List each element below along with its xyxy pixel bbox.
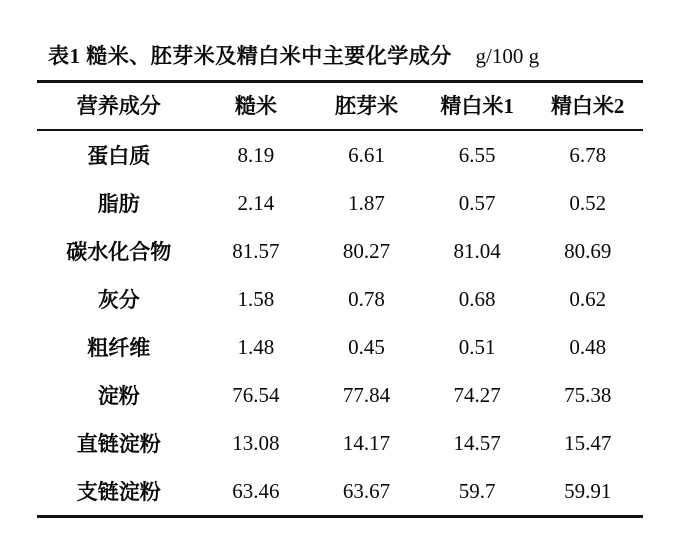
cell-protein-milled-rice-1: 6.55 (422, 130, 533, 179)
row-label-fat: 脂肪 (97, 192, 140, 216)
table-row (37, 179, 643, 227)
table-row (37, 467, 643, 517)
table-caption-label: 表1 (48, 44, 81, 68)
cell-fat-milled-rice-2: 0.52 (569, 190, 607, 215)
cell-ash-germ-rice: 0.78 (348, 286, 385, 311)
cell-crude-fiber-germ-rice: 0.45 (348, 334, 385, 359)
table-bottom-rule (37, 517, 643, 537)
table-row (37, 227, 643, 275)
table-header (37, 82, 643, 131)
table-header-cell-3: 精白米1 (422, 82, 533, 131)
table-caption-unit: g/100 g (475, 44, 540, 68)
cell-amylose-germ-rice: 14.17 (342, 430, 391, 455)
table-header-row (37, 82, 643, 131)
cell-protein-germ-rice: 6.61 (311, 130, 422, 179)
table-row (37, 323, 643, 371)
table-row (37, 419, 643, 467)
cell-ash-milled-rice-2: 0.62 (569, 286, 607, 311)
table-caption-title: 糙米、胚芽米及精白米中主要化学成分 (86, 44, 452, 68)
table-row (37, 371, 643, 419)
table-header-cell-0: 营养成分 (37, 82, 201, 131)
cell-fat-milled-rice-1: 0.57 (458, 190, 496, 215)
cell-protein-milled-rice-2: 6.78 (532, 130, 643, 179)
cell-carbohydrate-brown-rice: 81.57 (232, 238, 280, 263)
row-label-carbohydrate: 碳水化合物 (66, 240, 172, 264)
cell-amylose-milled-rice-1: 14.57 (453, 430, 501, 455)
table-header-cell-2: 胚芽米 (311, 82, 422, 131)
cell-crude-fiber-brown-rice: 1.48 (237, 334, 275, 359)
cell-crude-fiber-milled-rice-1: 0.51 (458, 334, 496, 359)
row-label-ash: 灰分 (97, 288, 140, 312)
row-label-amylopectin: 支链淀粉 (76, 480, 161, 504)
cell-starch-milled-rice-1: 74.27 (453, 382, 501, 407)
cell-amylose-milled-rice-2: 15.47 (564, 430, 612, 455)
cell-carbohydrate-milled-rice-1: 81.04 (453, 238, 501, 263)
cell-starch-milled-rice-2: 75.38 (564, 382, 612, 407)
table-header-cell-1: 糙米 (201, 82, 312, 131)
table-row (37, 130, 643, 179)
table-caption (48, 40, 646, 70)
cell-amylopectin-milled-rice-1: 59.7 (458, 478, 496, 503)
cell-fat-brown-rice: 2.14 (237, 190, 275, 215)
cell-crude-fiber-milled-rice-2: 0.48 (569, 334, 607, 359)
cell-ash-milled-rice-1: 0.68 (458, 286, 496, 311)
cell-amylose-brown-rice: 13.08 (232, 430, 280, 455)
cell-carbohydrate-germ-rice: 80.27 (342, 238, 391, 263)
row-label-protein: 蛋白质 (37, 130, 201, 179)
cell-amylopectin-milled-rice-2: 59.91 (564, 478, 612, 503)
cell-carbohydrate-milled-rice-2: 80.69 (564, 238, 612, 263)
cell-ash-brown-rice: 1.58 (237, 286, 275, 311)
cell-starch-germ-rice: 77.84 (342, 382, 391, 407)
cell-amylopectin-brown-rice: 63.46 (232, 478, 280, 503)
cell-amylopectin-germ-rice: 63.67 (342, 478, 391, 503)
table-header-cell-4: 精白米2 (532, 82, 643, 131)
row-label-crude-fiber: 粗纤维 (87, 336, 151, 360)
row-label-starch: 淀粉 (97, 384, 140, 408)
cell-fat-germ-rice: 1.87 (348, 190, 385, 215)
chemical-composition-table (37, 80, 643, 536)
cell-protein-brown-rice: 8.19 (201, 130, 312, 179)
table-row (37, 275, 643, 323)
row-label-amylose: 直链淀粉 (76, 432, 161, 456)
table-body (37, 130, 643, 536)
cell-starch-brown-rice: 76.54 (232, 382, 280, 407)
